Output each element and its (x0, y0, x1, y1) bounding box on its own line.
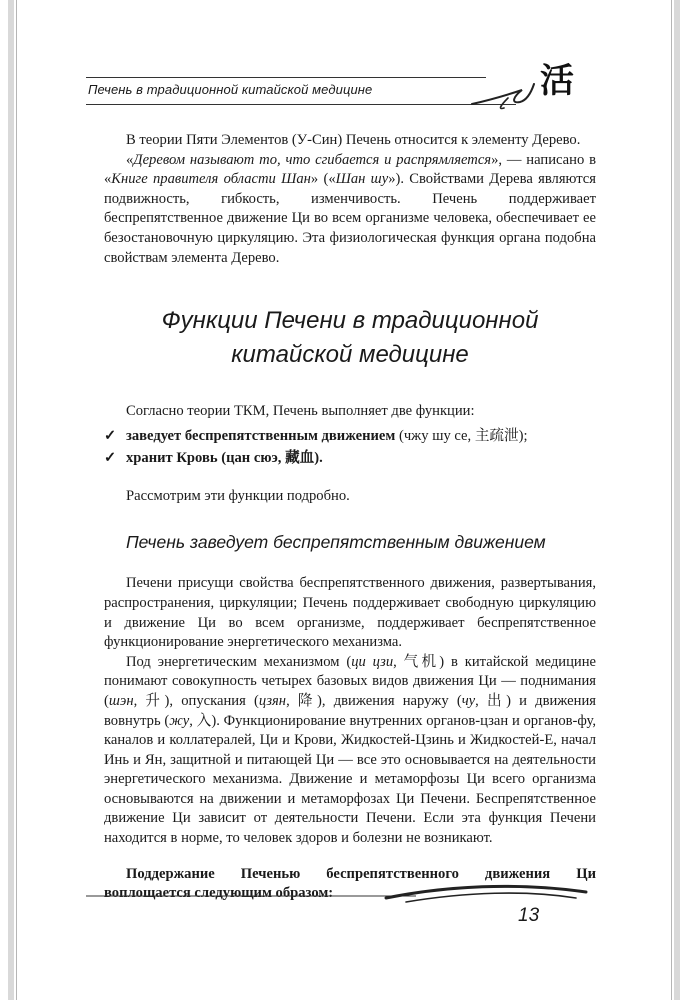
page-number: 13 (518, 905, 540, 926)
running-head: Печень в традиционной китайской медицине (88, 82, 373, 97)
page-frame-left (8, 0, 14, 1000)
function-item: ✓ хранит Кровь (цан сюэ, 藏血). (104, 447, 596, 469)
calligraphy-glyph: 活 (540, 61, 574, 101)
paragraph-liver-properties: Печени присущи свойства беспрепятственного движения, развертывания, распространения, циркуляции; Печень поддерживает свободную циркуляцию и движение Ци во всем организме, поддерживает беспрепятственное функционирование энергетического механизма. (104, 575, 596, 651)
functions-list (104, 425, 596, 469)
page-body (104, 131, 596, 904)
check-icon: ✓ (104, 449, 117, 466)
paragraph-qi-mechanism: Под энергетическим механизмом (ци цзи, 气机) в китайской медицине понимают совокупность четырех базовых видов движения Ци — поднимания (шэн, 升), опускания (цзян, 降), движения наружу (чу, 出) и движения вовнутрь (жу, 入). Функционирование внутренних органов-цзан и органов-фу, каналов и коллатералей, Ци и Крови, Жидкостей-Цзинь и Жидкостей-Е, начал Инь и Ян, защитной и питающей Ци — все это основывается на деятельности энергетического механизма. Движение и метаморфозы Ци всего организма основываются на движении и метаморфозах Ци Печени. Беспрепятственное движение Ци зависит от деятельности Печени. Если эта функция Печени находится в норме, то человек здоров и болезни не возникают. (104, 653, 596, 847)
paragraph-five-elements: В теории Пяти Элементов (У-Син) Печень относится к элементу Дерево. (126, 132, 581, 148)
subsection-title: Печень заведует беспрепятственным движением (126, 532, 546, 553)
check-icon: ✓ (104, 427, 117, 444)
function-item: ✓ заведует беспрепятственным движением (чжу шу се, 主疏泄); (104, 425, 596, 447)
consider-line: Рассмотрим эти функции подробно. (126, 487, 350, 504)
calligraphy-ornament (470, 50, 590, 120)
functions-intro: Согласно теории ТКМ, Печень выполняет две функции: (126, 403, 475, 420)
page-frame-right (674, 0, 680, 1000)
section-title: Функции Печени в традиционной китайской медицине (161, 307, 539, 369)
paragraph-wood-quote: «Деревом называют то, что сгибается и распрямляется», — написано в «Книге правителя области Шан» («Шан шу»). Свойствами Дерева являются подвижность, гибкость, изменчивость. Печень поддерживает беспрепятственное движение Ци во всем организме человека, обеспечивает ее безостановочную циркуляцию. Эта физиологическая функция органа подобна свойствам элемента Дерево. (104, 151, 596, 266)
header-rule-bottom (86, 104, 516, 105)
paragraph-bold-statement: Поддержание Печенью беспрепятственного движения Ци воплощается следующим образом: (104, 865, 596, 902)
header-rule-top (86, 77, 486, 78)
